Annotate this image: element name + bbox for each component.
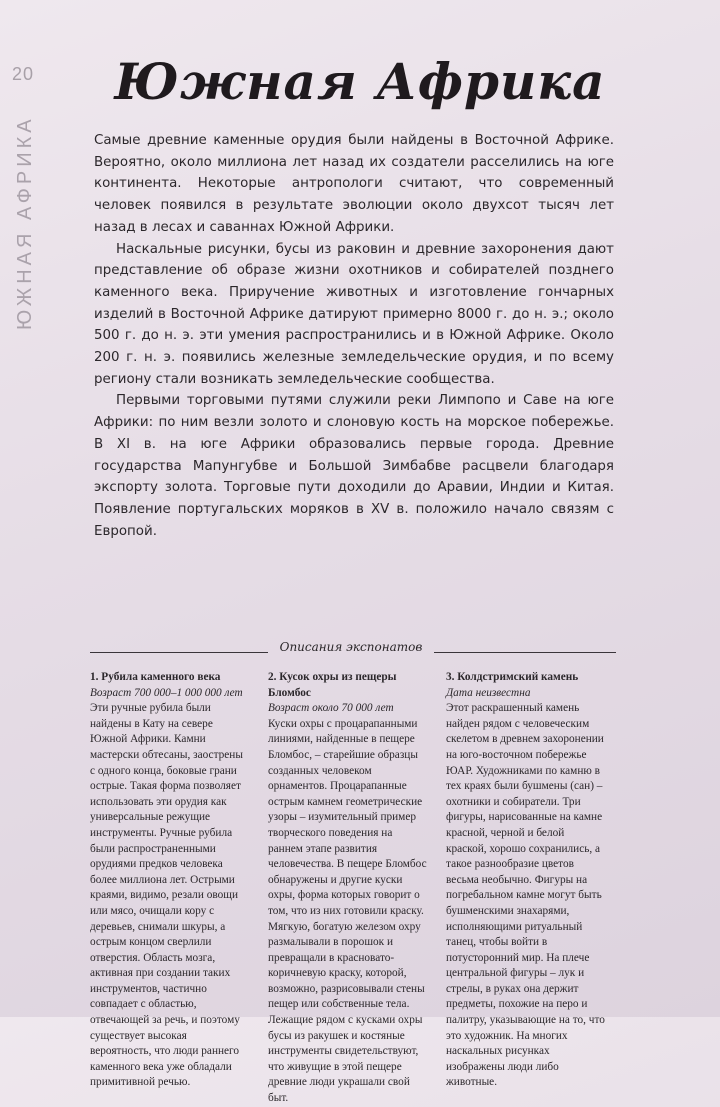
exhibit-title: 3. Колдстримский камень — [446, 671, 579, 683]
exhibit-title: 2. Кусок охры из пещеры Бломбос — [268, 671, 397, 699]
exhibit-column-2 — [268, 670, 428, 1107]
exhibit-age: Возраст 700 000–1 000 000 лет — [90, 686, 243, 699]
exhibit-description: Куски охры с процарапанными линиями, найденные в пещере Бломбос, – старейшие образцы созданных человеком орнаментов. Процарапанные острым камнем геометрические узоры – изумительный пример творческого поведения на раннем этапе развития человечества. В пещере Бломбос обнаружены и другие куски охры, форма которых говорит о том, что из них готовили краску. Мягкую, богатую железом охру размалывали в порошок и превращали в красновато-коричневую краску, которой, возможно, разрисовывали стены пещер или собственные тела. Лежащие рядом с кусками охры бусы из ракушек и костяные инструменты свидетельствуют, что живущие в этой пещере древние люди украшали свой быт. — [268, 717, 427, 1105]
intro-paragraph: Наскальные рисунки, бусы из раковин и древние захоронения дают представление об образе жизни охотников и собирателей позднего каменного века. Приручение животных и изготовление гончарных изделий в Восточной Африке датируют примерно 8000 г. до н. э.; около 500 г. до н. э. эти умения распространились и в Южной Африке. Около 200 г. н. э. появились железные земледельческие орудия, и по всему региону стали возникать земледельческие сообщества. — [94, 241, 614, 387]
side-title: ЮЖНАЯ АФРИКА — [14, 115, 36, 330]
intro-paragraph: Первыми торговыми путями служили реки Лимпопо и Саве на юге Африки: по ним везли золото и слоновую кость на морское побережье. В XI в. на юге Африки образовались первые города. Древние государства Мапунгубве и Большой Зимбабве расцвели благодаря экспорту золота. Торговые пути доходили до Аравии, Индии и Китая. Появление португальских моряков в XV в. положило начало связям с Европой. — [94, 393, 614, 539]
divider-right — [434, 652, 616, 653]
exhibit-column-1 — [90, 670, 250, 1091]
divider-left — [90, 652, 268, 653]
intro-paragraph: Самые древние каменные орудия были найдены в Восточной Африке. Вероятно, около миллиона лет назад их создатели расселились на юге континента. Некоторые антропологи считают, что современный человек появился в результате эволюции около двухсот тысяч лет назад в лесах и саваннах Южной Африки. — [94, 133, 614, 235]
exhibit-description: Этот раскрашенный камень найден рядом с человеческим скелетом в древнем захоронении на юго-восточном побережье ЮАР. Художниками по камню в тех краях были бушмены (сан) – охотники и собиратели. Три фигуры, нарисованные на камне красной, черной и белой краской, хорошо сохранились, а такое разнообразие цветов весьма необычно. Фигуры на погребальном камне могут быть бушменскими знахарями, исполняющими ритуальный танец, чтобы войти в потусторонний мир. На плече центральной фигуры – лук и стрелы, в руках она держит предметы, похожие на перо и палитру, указывающие на то, что это художник. На многих наскальных рисунках изображены люди либо животные. — [446, 702, 605, 1089]
exhibit-description: Эти ручные рубила были найдены в Кату на севере Южной Африки. Камни мастерски обтесаны, заострены с одного конца, боковые грани острые. Такая форма позволяет использовать эти орудия как универсальные режущие инструменты. Ручные рубила были распространенными орудиями предков человека более миллиона лет. Острыми краями, видимо, резали овощи или мясо, очищали кору с деревьев, снимали шкуры, а острым концом сверлили отверстия. Область мозга, активная при создании таких инструментов, частично совпадает с областью, отвечающей за речь, и поэтому существует высокая вероятность, что люди раннего каменного века уже обладали примитивной речью. — [90, 702, 243, 1089]
exhibit-age: Дата неизвестна — [446, 686, 531, 699]
exhibit-column-3 — [446, 670, 606, 1091]
exhibits-heading: Описания экспонатов — [279, 640, 423, 654]
page-number: 20 — [12, 64, 35, 84]
page-title: Южная Африка — [114, 52, 606, 111]
intro-text — [94, 130, 614, 542]
exhibit-age: Возраст около 70 000 лет — [268, 702, 394, 715]
exhibit-title: 1. Рубила каменного века — [90, 671, 221, 683]
